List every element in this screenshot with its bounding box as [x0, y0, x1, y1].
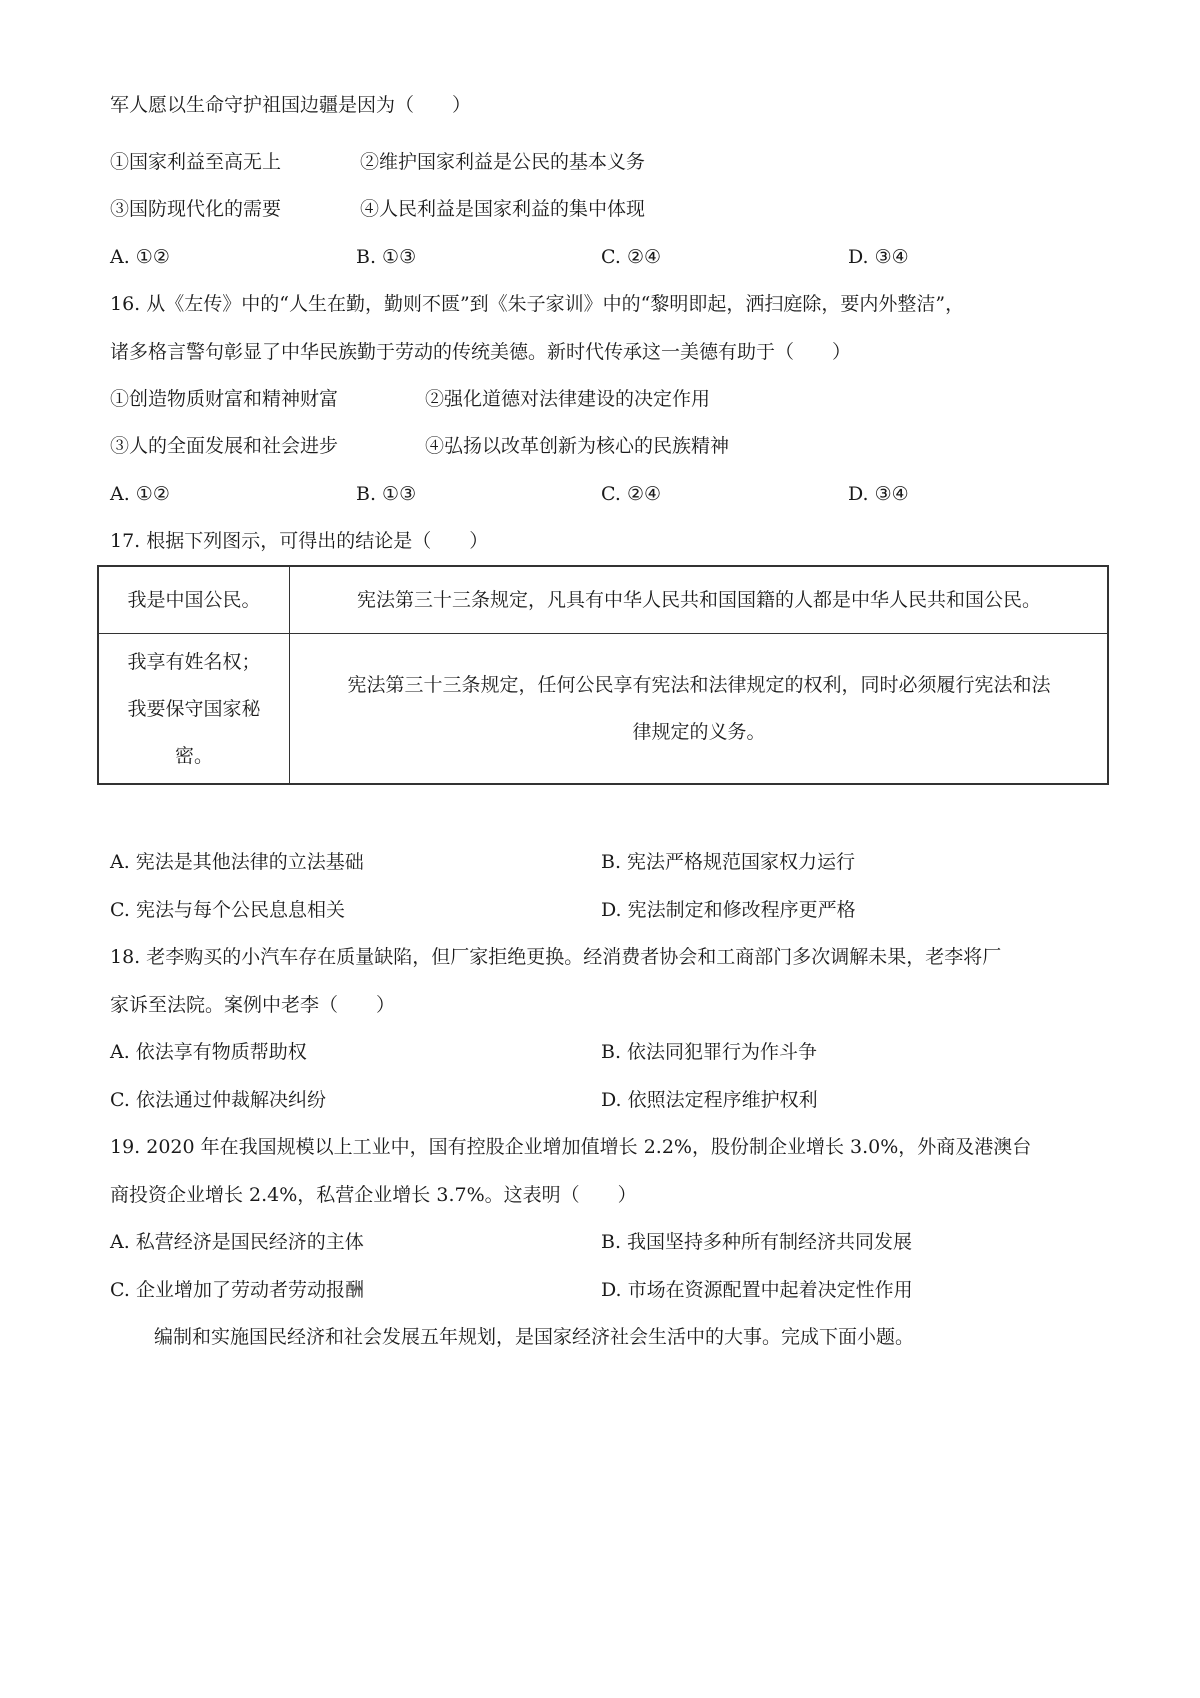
q15-statement-1: ①国家利益至高无上 — [110, 151, 282, 173]
cell-text-line: 我享有姓名权； — [127, 650, 261, 673]
table-row-divider — [99, 633, 1107, 634]
cell-text-line: 宪法第三十三条规定，任何公民享有宪法和法律规定的权利，同时必须履行宪法和法 — [347, 674, 1051, 696]
q16-option-d: D. ③④ — [848, 483, 909, 505]
q19-stem-line-2: 商投资企业增长 2.4%，私营企业增长 3.7%。这表明（ ） — [110, 1184, 637, 1206]
q15-option-d: D. ③④ — [848, 246, 909, 268]
q15-option-a: A. ①② — [110, 246, 170, 268]
q15-statement-2: ②维护国家利益是公民的基本义务 — [360, 151, 646, 173]
q15-option-b: B. ①③ — [356, 246, 417, 268]
cell-text: 宪法第三十三条规定，凡具有中华人民共和国国籍的人都是中华人民共和国公民。 — [356, 588, 1041, 611]
q19-option-c: C. 企业增加了劳动者劳动报酬 — [110, 1279, 364, 1301]
cell-text-line: 律规定的义务。 — [632, 721, 766, 743]
q19-stem-line-1: 19. 2020 年在我国规模以上工业中，国有控股企业增加值增长 2.2%，股份制企业增长 3.0%，外商及港澳台 — [110, 1136, 1032, 1158]
q16-stem-line-2: 诸多格言警句彰显了中华民族勤于劳动的传统美德。新时代传承这一美德有助于（ ） — [110, 341, 852, 363]
cell-text-line: 密。 — [174, 744, 213, 767]
q18-stem-line-1: 18. 老李购买的小汽车存在质量缺陷，但厂家拒绝更换。经消费者协会和工商部门多次调解未果，老李将厂 — [110, 946, 1002, 968]
cell-text-line: 我要保守国家秘 — [127, 697, 261, 720]
q18-option-d: D. 依照法定程序维护权利 — [601, 1089, 818, 1111]
q18-option-a: A. 依法享有物质帮助权 — [110, 1041, 307, 1063]
q19-option-a: A. 私营经济是国民经济的主体 — [110, 1231, 364, 1253]
q15-option-c: C. ②④ — [601, 246, 662, 268]
q16-statement-1: ①创造物质财富和精神财富 — [110, 388, 339, 410]
q19-option-d: D. 市场在资源配置中起着决定性作用 — [601, 1279, 913, 1301]
q16-statement-4: ④弘扬以改革创新为核心的民族精神 — [425, 435, 730, 457]
q16-statement-3: ③人的全面发展和社会进步 — [110, 435, 339, 457]
q18-option-c: C. 依法通过仲裁解决纠纷 — [110, 1089, 326, 1111]
table-cell-r2-right — [291, 635, 1107, 783]
table-column-divider — [289, 567, 290, 783]
q18-stem-line-2: 家诉至法院。案例中老李（ ） — [110, 994, 396, 1016]
q16-option-a: A. ①② — [110, 483, 170, 505]
table-cell-r1-left — [99, 567, 289, 633]
q17-table — [97, 565, 1109, 785]
q16-option-c: C. ②④ — [601, 483, 662, 505]
table-cell-r2-left — [99, 635, 289, 783]
q18-option-b: B. 依法同犯罪行为作斗争 — [601, 1041, 818, 1063]
q19-option-b: B. 我国坚持多种所有制经济共同发展 — [601, 1231, 913, 1253]
q17-stem: 17. 根据下列图示，可得出的结论是（ ） — [110, 530, 489, 552]
table-cell-r1-right — [291, 567, 1107, 633]
cell-text: 我是中国公民。 — [127, 588, 261, 611]
group-intro: 编制和实施国民经济和社会发展五年规划，是国家经济社会生活中的大事。完成下面小题。 — [154, 1326, 915, 1348]
q17-option-c: C. 宪法与每个公民息息相关 — [110, 899, 345, 921]
q15-stem: 军人愿以生命守护祖国边疆是因为（ ） — [110, 94, 472, 116]
q16-option-b: B. ①③ — [356, 483, 417, 505]
q16-statement-2: ②强化道德对法律建设的决定作用 — [425, 388, 711, 410]
q16-stem-line-1: 16. 从《左传》中的“人生在勤，勤则不匮”到《朱子家训》中的“黎明即起，洒扫庭除，要内外整洁”， — [110, 293, 965, 315]
q15-statement-3: ③国防现代化的需要 — [110, 198, 282, 220]
q17-option-a: A. 宪法是其他法律的立法基础 — [110, 851, 364, 873]
q17-option-b: B. 宪法严格规范国家权力运行 — [601, 851, 856, 873]
q15-statement-4: ④人民利益是国家利益的集中体现 — [360, 198, 646, 220]
q17-option-d: D. 宪法制定和修改程序更严格 — [601, 899, 856, 921]
